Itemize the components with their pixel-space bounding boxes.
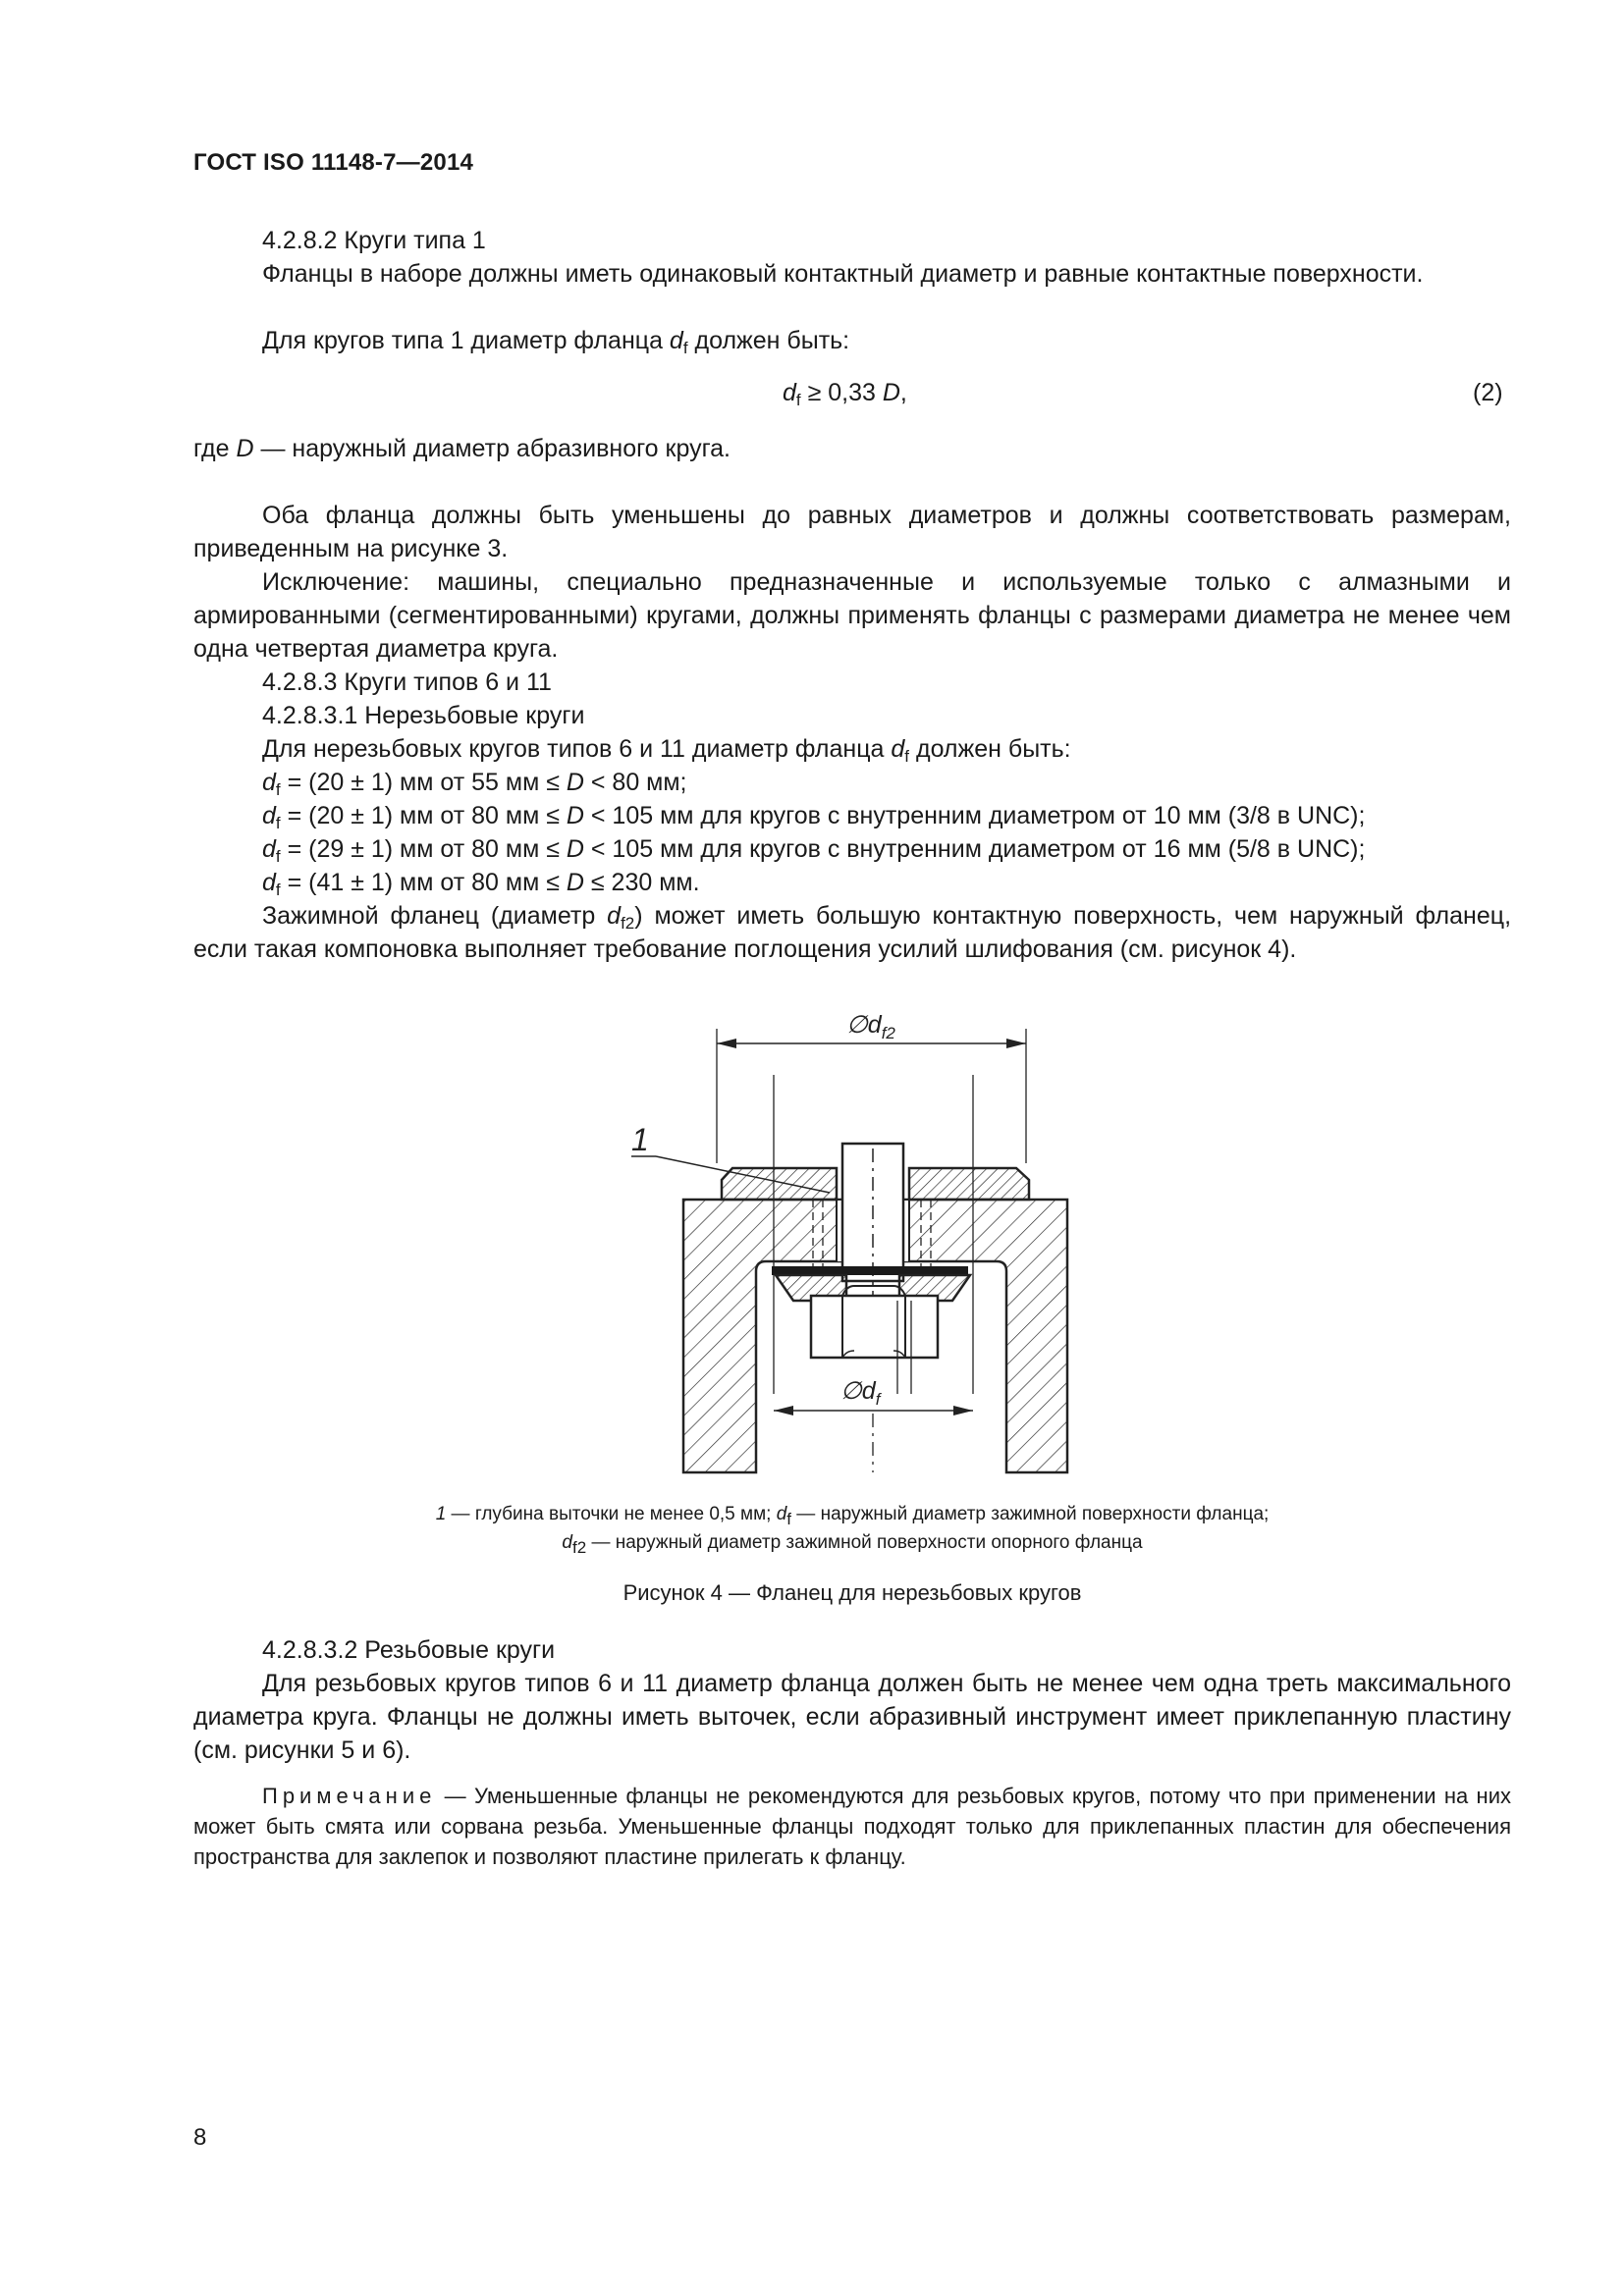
nut [811, 1296, 938, 1358]
paragraph-where: где D — наружный диаметр абразивного круга. [193, 435, 731, 462]
paragraph-type1-diameter: Для кругов типа 1 диаметр фланца $d_f$ должен быть: [262, 327, 850, 357]
dimension-df-label: $\emptyset d_f$ [840, 1377, 881, 1409]
dimension-df2-label: $\emptyset d_{f2}$ [846, 1011, 895, 1042]
top-flange [722, 1168, 837, 1200]
formula-2: $d_f \ge 0,33$ D, [783, 379, 907, 409]
leader-1-label: 1 [631, 1122, 649, 1157]
document-header: ГОСТ ISO 11148-7—2014 [193, 149, 474, 176]
equation-number: (2) [1473, 379, 1503, 406]
paragraph-clamp-flange: Зажимной фланец (диаметр $d_{f2}$) может иметь большую контактную поверхность, чем наружный фланец, если такая компоновка выполняет требование поглощения усилий шлифования (см. рисунок 4). [193, 902, 1512, 963]
subsection-heading-42831: 4.2.8.3.1 Нерезьбовые круги [262, 702, 585, 729]
figure-legend-line1: 1 — глубина выточки не менее 0,5 мм; $d_f$ — наружный диаметр зажимной поверхности фланца; [435, 1504, 1270, 1528]
df-row: $d_f = (20 \pm 1)$ мм от 55 мм ≤ D < 80 мм; [262, 769, 687, 799]
dimension-df [774, 1377, 973, 1415]
paragraph-threaded-wheels: Для резьбовых кругов типов 6 и 11 диаметр фланца должен быть не менее чем одна треть максимального диаметра круга. Фланцы не должны иметь выточек, если абразивный инструмент имеет приклепанную пластину (см. рисунки 5 и 6). [193, 1670, 1511, 1764]
paragraph-flanges-set: Фланцы в наборе должны иметь одинаковый контактный диаметр и равные контактные поверхности. [262, 260, 1424, 288]
section-heading-4283: 4.2.8.3 Круги типов 6 и 11 [262, 668, 552, 696]
df-row: $d_f = (29 \pm 1)$ мм от 80 мм ≤ D < 105 мм для кругов с внутренним диаметром от 16 мм (5/8 в UNC); [262, 835, 1366, 866]
page-number: 8 [193, 2124, 207, 2151]
paragraph-reduced-flanges: Оба фланца должны быть уменьшены до равных диаметров и должны соответствовать размерам, приведенным на рисунке 3. [193, 502, 1511, 562]
paragraph-nonthreaded-intro: Для нерезьбовых кругов типов 6 и 11 диаметр фланца $d_f$ должен быть: [262, 735, 1071, 766]
note-block: Примечание — Уменьшенные фланцы не рекомендуются для резьбовых кругов, потому что при применении на них может быть смята или сорвана резьба. Уменьшенные фланцы подходят только для приклепанных пластин для обеспечения пространства для заклепок и позволяют пластине прилегать к фланцу. [193, 1784, 1511, 1869]
dimension-df2 [717, 1011, 1026, 1163]
df-row: $d_f = (41 \pm 1)$ мм от 80 мм ≤ D ≤ 230 мм. [262, 869, 700, 899]
subsection-heading-42832: 4.2.8.3.2 Резьбовые круги [262, 1636, 556, 1664]
paragraph-exception: Исключение: машины, специально предназначенные и используемые только с алмазными и армированными (сегментированными) кругами, должны применять фланцы с размерами диаметра не менее чем одна четвертая диаметра круга. [193, 568, 1511, 663]
df-row: $d_f = (20 \pm 1)$ мм от 80 мм ≤ D < 105 мм для кругов с внутренним диаметром от 10 мм (3/8 в UNC); [262, 802, 1366, 832]
figure-flange-drawing [619, 991, 1110, 1482]
figure-legend-line2: $d_{f2}$ — наружный диаметр зажимной поверхности опорного фланца [562, 1532, 1143, 1557]
section-heading-4282: 4.2.8.2 Круги типа 1 [262, 227, 486, 254]
figure-caption: Рисунок 4 — Фланец для нерезьбовых кругов [623, 1580, 1082, 1605]
note-label: Примечание [262, 1784, 437, 1808]
